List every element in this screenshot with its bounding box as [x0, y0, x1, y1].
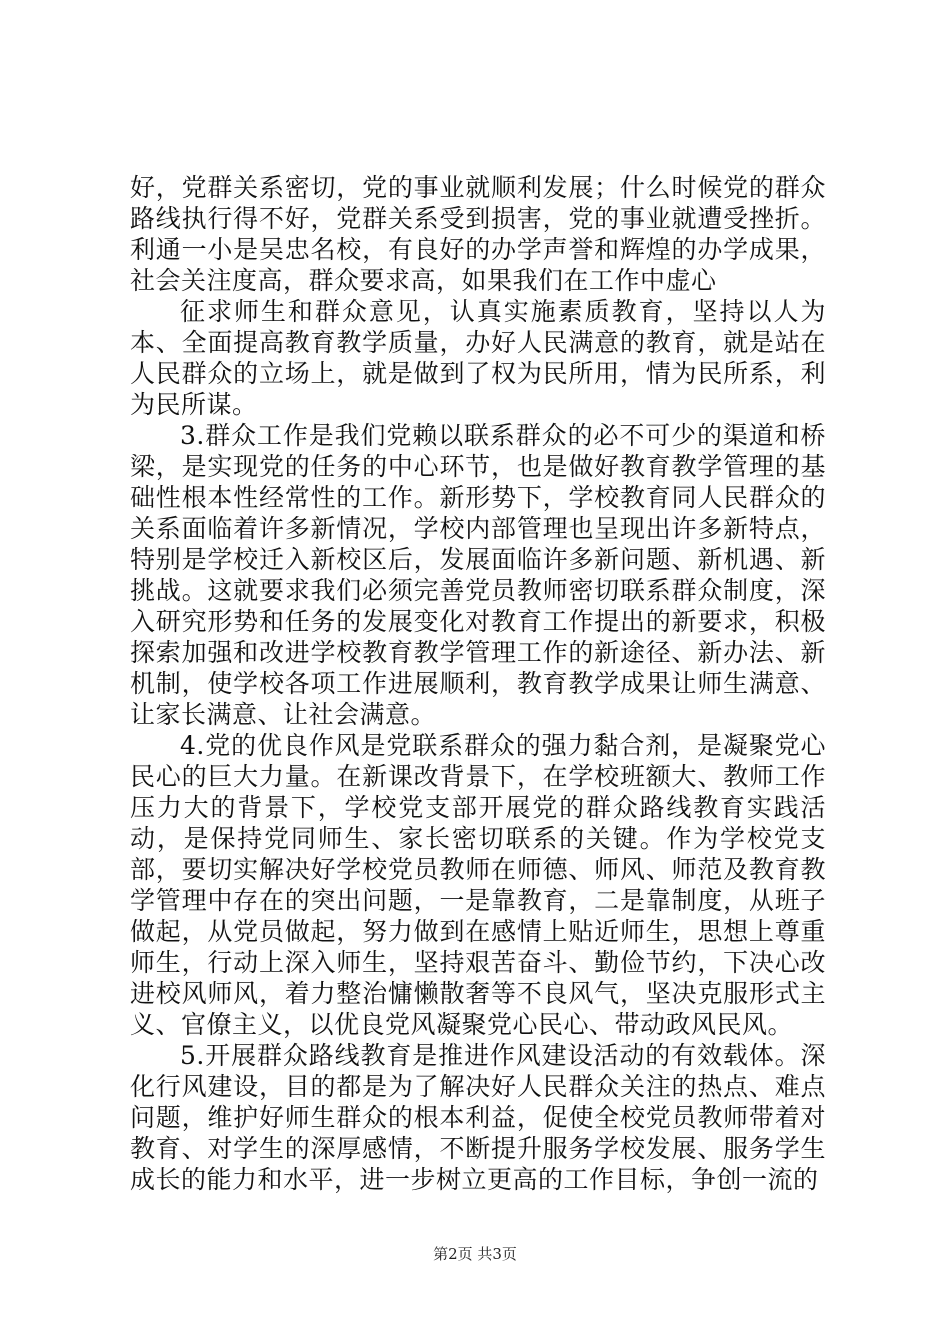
paragraph-item-4: 4.党的优良作风是党联系群众的强力黏合剂，是凝聚党心民心的巨大力量。在新课改背景下，在学校班额大、教师工作压力大的背景下，学校党支部开展党的群众路线教育实践活动，是保持党同师生、家长密切联系的关键。作为学校党支部，要切实解决好学校党员教师在师德、师风、师范及教育教学管理中存在的突出问题，一是靠教育，二是靠制度，从班子做起，从党员做起，努力做到在感情上贴近师生，思想上尊重师生，行动上深入师生，坚持艰苦奋斗、勤俭节约，下决心改进校风师风，着力整治慵懒散奢等不良风气，坚决克服形式主义、官僚主义，以优良党风凝聚党心民心、带动政风民风。: [130, 731, 826, 1039]
paragraph-item-5: 5.开展群众路线教育是推进作风建设活动的有效载体。深化行风建设，目的都是为了解决好人民群众关注的热点、难点问题，维护好师生群众的根本利益，促使全校党员教师带着对教育、对学生的深厚感情，不断提升服务学校发展、服务学生成长的能力和水平，进一步树立更高的工作目标，争创一流的: [130, 1041, 826, 1194]
page-number-footer: 第2页 共3页: [433, 1245, 517, 1263]
paragraph-item-3: 3.群众工作是我们党赖以联系群众的必不可少的渠道和桥梁，是实现党的任务的中心环节，也是做好教育教学管理的基础性根本性经常性的工作。新形势下，学校教育同人民群众的关系面临着许多新情况，学校内部管理也呈现出许多新特点，特别是学校迁入新校区后，发展面临许多新问题、新机遇、新挑战。这就要求我们必须完善党员教师密切联系群众制度，深入研究形势和任务的发展变化对教育工作提出的新要求，积极探索加强和改进学校教育教学管理工作的新途径、新办法、新机制，使学校各项工作进展顺利，教育教学成果让师生满意、让家长满意、让社会满意。: [130, 421, 826, 729]
paragraph-continuation: 好，党群关系密切，党的事业就顺利发展；什么时候党的群众路线执行得不好，党群关系受到损害，党的事业就遭受挫折。利通一小是吴忠名校，有良好的办学声誉和辉煌的办学成果，社会关注度高，群众要求高，如果我们在工作中虚心: [130, 173, 826, 295]
document-body: [130, 172, 826, 1195]
paragraph-1: 征求师生和群众意见，认真实施素质教育，坚持以人为本、全面提高教育教学质量，办好人民满意的教育，就是站在人民群众的立场上，就是做到了权为民所用，情为民所系，利为民所谋。: [130, 297, 826, 419]
